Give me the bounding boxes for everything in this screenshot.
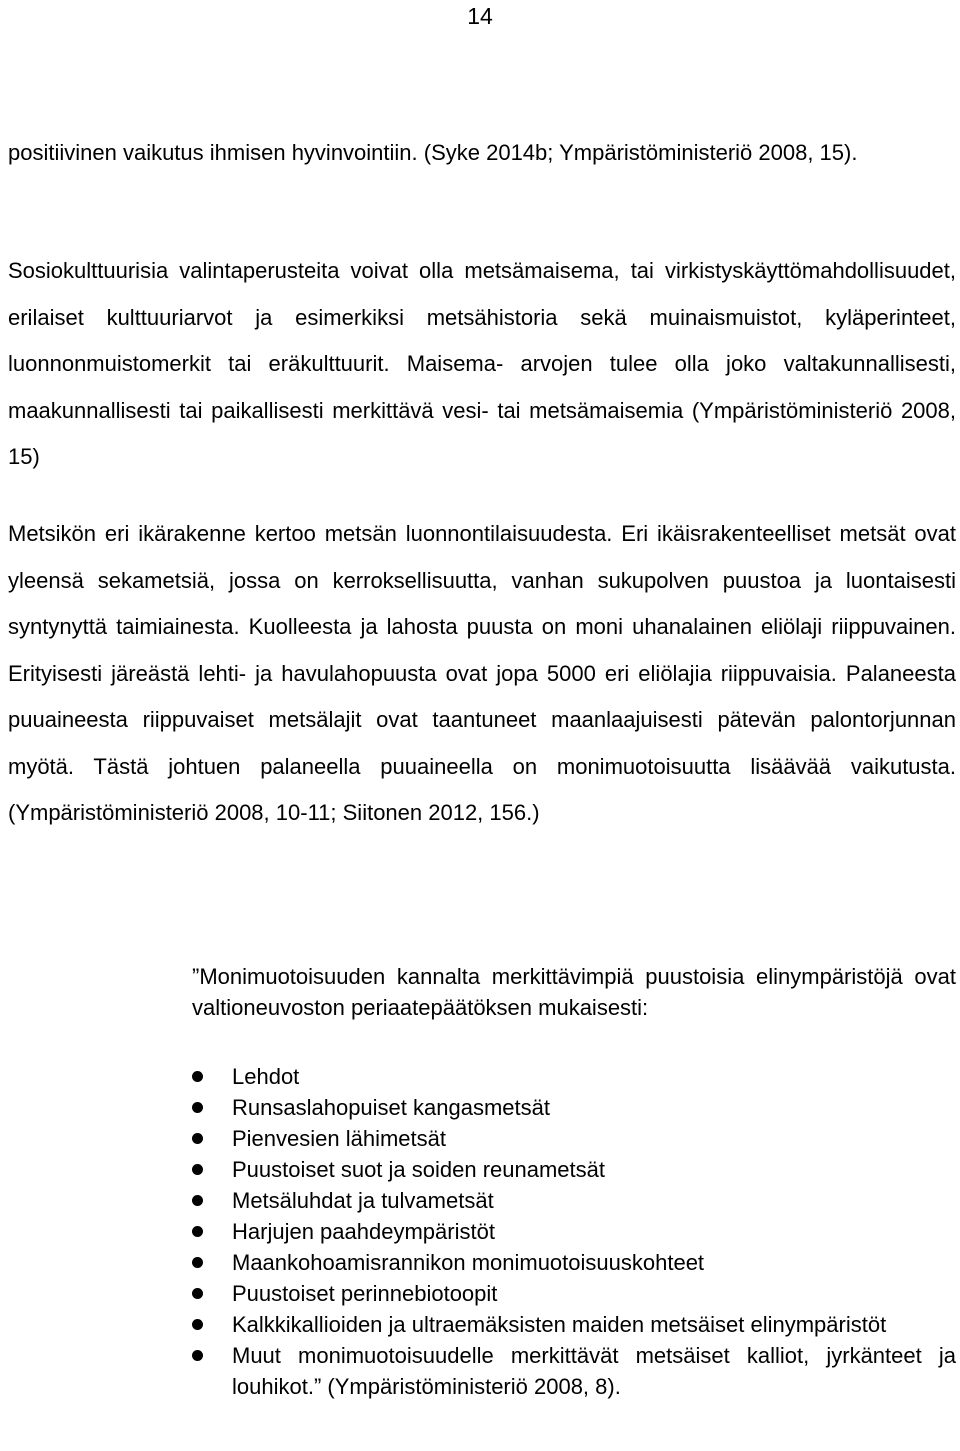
paragraph-text: positiivinen vaikutus ihmisen hyvinvointiin. (Syke 2014b; Ympäristöministeriö 2008, 15).: [8, 140, 858, 165]
list-item: [192, 1278, 956, 1309]
bullet-icon: [192, 1288, 203, 1299]
bullet-icon: [192, 1257, 203, 1268]
list-item: [192, 1061, 956, 1092]
bullet-icon: [192, 1226, 203, 1237]
bullet-icon: [192, 1319, 203, 1330]
list-item: [192, 1340, 956, 1402]
list-item: [192, 1247, 956, 1278]
list-item: [192, 1123, 956, 1154]
page-number: 14: [467, 3, 493, 29]
quote-intro: ”Monimuotoisuuden kannalta merkittävimpiä puustoisia elinympäristöjä ovat valtioneuvoston periaatepäätöksen mukaisesti:: [192, 964, 956, 1020]
bullet-icon: [192, 1071, 203, 1082]
paragraph-text: Sosiokulttuurisia valintaperusteita voivat olla metsämaisema, tai virkistyskäyttömahdollisuudet, erilaiset kulttuuriarvot ja esimerkiksi metsähistoria sekä muinaismuistot, kyläperinteet, luonnonmuistomerkit tai eräkulttuurit. Maisema- arvojen tulee olla joko valtakunnallisesti, maakunnallisesti tai paikallisesti merkittävä vesi- tai metsämaisemia (Ympäristöministeriö 2008, 15): [8, 258, 956, 469]
list-item-text: Maankohoamisrannikon monimuotoisuuskohteet: [232, 1250, 705, 1275]
list-item-text: Metsäluhdat ja tulvametsät: [232, 1188, 494, 1213]
list-item-text: Lehdot: [232, 1064, 300, 1089]
bullet-icon: [192, 1133, 203, 1144]
list-item-text: Runsaslahopuiset kangasmetsät: [232, 1095, 550, 1120]
list-item-text: Kalkkikallioiden ja ultraemäksisten maiden metsäiset elinympäristöt: [232, 1312, 887, 1337]
list-item: [192, 1216, 956, 1247]
bullet-icon: [192, 1102, 203, 1113]
list-item: [192, 1092, 956, 1123]
body-paragraph: [8, 130, 956, 177]
list-item-text: Puustoiset perinnebiotoopit: [232, 1281, 498, 1306]
bullet-icon: [192, 1164, 203, 1175]
paragraph-text: Metsikön eri ikärakenne kertoo metsän luonnontilaisuudesta. Eri ikäisrakenteelliset metsät ovat yleensä sekametsiä, jossa on kerroksellisuutta, vanhan sukupolven puustoa ja luontaisesti syntynyttä taimiainesta. Kuolleesta ja lahosta puusta on moni uhanalainen eliölaji riippuvainen. Erityisesti järeästä lehti- ja havulahopuusta ovat jopa 5000 eri eliölajia riippuvaisia. Palaneesta puuaineesta riippuvaiset metsälajit ovat taantuneet maanlaajuisesti pätevän palontorjunnan myötä. Tästä johtuen palaneella puuaineella on monimuotoisuutta lisäävää vaikutusta. (Ympäristöministeriö 2008, 10-11; Siitonen 2012, 156.): [8, 521, 956, 825]
block-quote: [192, 961, 956, 1402]
list-item-text: Muut monimuotoisuudelle merkittävät metsäiset kalliot, jyrkänteet ja louhikot.” (Ympäristöministeriö 2008, 8).: [232, 1343, 956, 1399]
list-item: [192, 1185, 956, 1216]
bullet-list: [192, 1061, 956, 1402]
list-item: [192, 1154, 956, 1185]
bullet-icon: [192, 1350, 203, 1361]
bullet-icon: [192, 1195, 203, 1206]
body-paragraph: [8, 248, 956, 481]
list-item-text: Puustoiset suot ja soiden reunametsät: [232, 1157, 606, 1182]
list-item: [192, 1309, 956, 1340]
list-item-text: Harjujen paahdeympäristöt: [232, 1219, 495, 1244]
list-item-text: Pienvesien lähimetsät: [232, 1126, 447, 1151]
body-paragraph: [8, 511, 956, 837]
